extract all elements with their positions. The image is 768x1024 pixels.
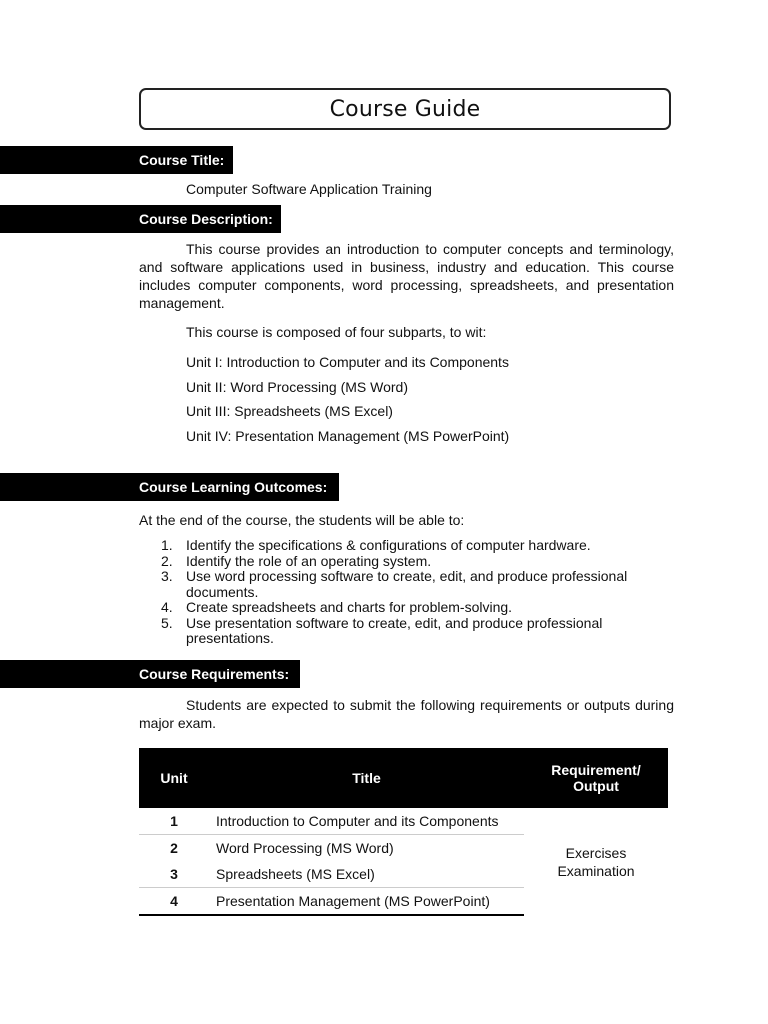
outcomes-intro: At the end of the course, the students will be able to: [139,512,465,528]
unit-item: Unit II: Word Processing (MS Word) [186,379,408,395]
list-item: 1. Identify the specifications & configurations of computer hardware. [161,537,591,553]
title-cell: Presentation Management (MS PowerPoint) [209,888,524,916]
outcomes-list [139,538,674,647]
unit-item: Unit I: Introduction to Computer and its Components [186,354,509,370]
learning-outcomes-heading: Course Learning Outcomes: [0,473,339,501]
list-item: 4. Create spreadsheets and charts for problem-solving. [161,599,513,615]
subparts-intro: This course is composed of four subparts, to wit: [186,324,487,340]
unit-cell: 2 [170,840,178,856]
title-cell: Spreadsheets (MS Excel) [209,861,524,888]
course-description-heading: Course Description: [0,205,281,233]
requirements-paragraph: Students are expected to submit the following requirements or outputs during major exam. [139,697,674,731]
title-cell: Word Processing (MS Word) [216,840,394,856]
list-item: 3. Use word processing software to create, edit, and produce professional documents. [161,568,628,600]
list-item: 5. Use presentation software to create, edit, and produce professional presentations. [161,614,603,646]
unit-cell: 1 [139,808,209,835]
unit-column-header: Unit [139,748,209,808]
unit-item: Unit III: Spreadsheets (MS Excel) [186,403,393,419]
unit-cell: 3 [139,861,209,888]
unit-item: Unit IV: Presentation Management (MS PowerPoint) [186,428,510,444]
requirements-heading: Course Requirements: [0,660,300,688]
title-cell: Introduction to Computer and its Components [209,808,524,835]
list-item: 2. Identify the role of an operating system. [161,552,432,569]
requirements-table [139,748,668,916]
course-title-value: Computer Software Application Training [186,181,432,197]
course-title-heading: Course Title: [0,146,233,174]
course-description-paragraph: This course provides an introduction to computer concepts and terminology, and software applications used in business, industry and education. This course includes computer components, word processing, spreadsheets, and presentation management. [139,241,674,311]
table-header-row [139,748,668,808]
output-cell: Exercises Examination [557,844,635,879]
page-title: Course Guide [139,88,671,130]
unit-cell: 4 [139,888,209,916]
title-column-header: Title [209,748,524,808]
table-row [139,808,668,835]
output-column-header: Requirement/ Output [524,748,668,808]
